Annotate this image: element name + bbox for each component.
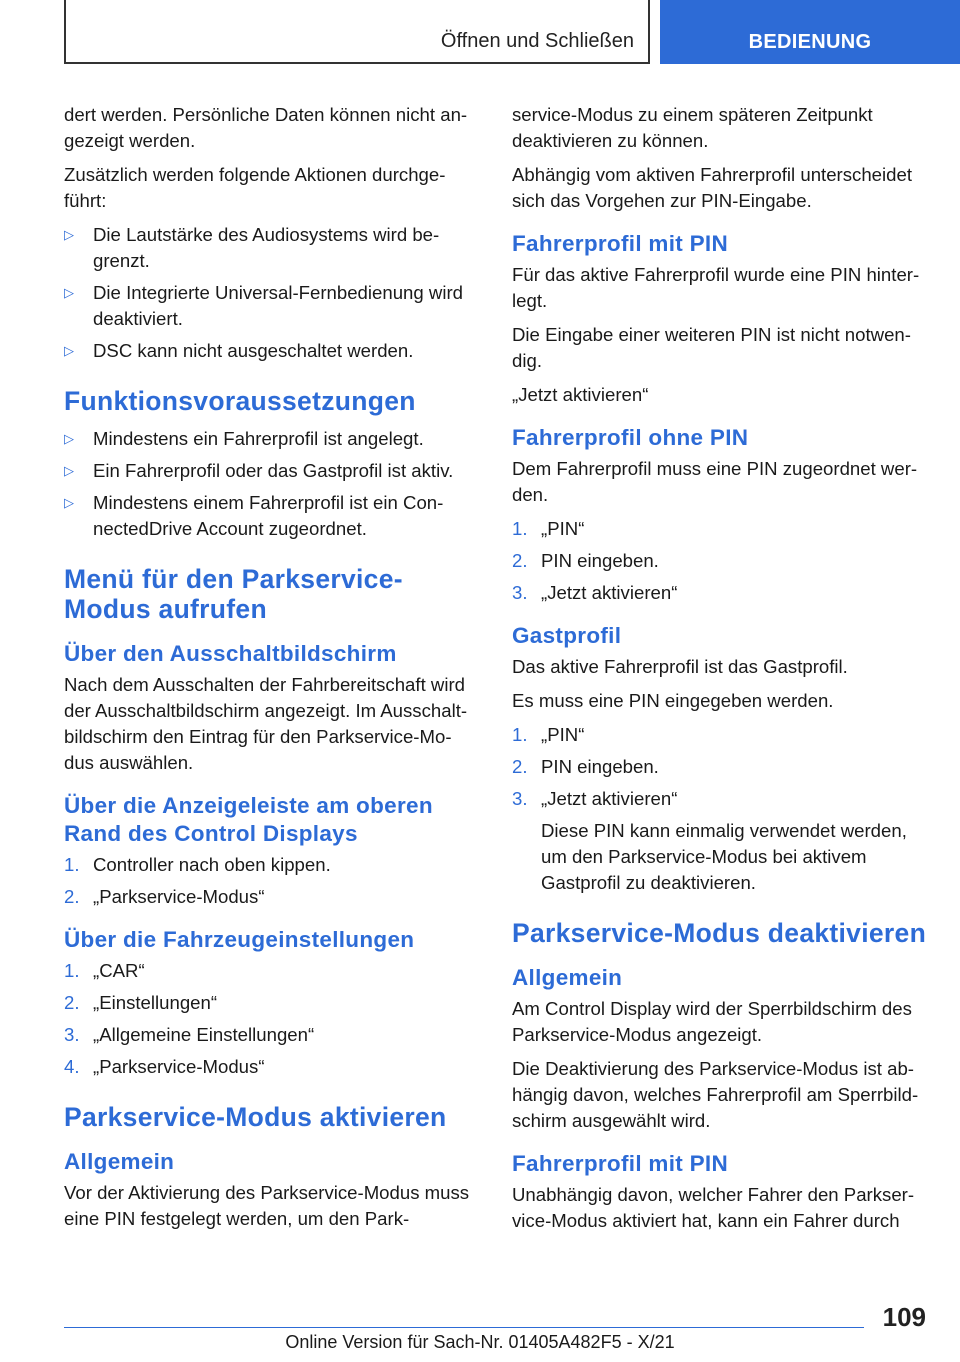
heading-gastprofil: Gastprofil bbox=[512, 623, 622, 648]
left-column bbox=[64, 102, 480, 1240]
step-number: 3. bbox=[512, 582, 528, 603]
numbered-list bbox=[512, 722, 928, 812]
heading-fahrzeugeinstellungen: Über die Fahrzeugeinstellungen bbox=[64, 927, 415, 952]
heading-funktionsvoraussetzungen: Funktionsvoraussetzungen bbox=[64, 386, 416, 416]
list-item: ▷ DSC kann nicht ausgeschaltet werden. bbox=[64, 338, 480, 364]
heading-fahrerprofil-mit-pin: Fahrerprofil mit PIN bbox=[512, 231, 729, 256]
heading-menu-aufrufen: Menü für den Parkservice-Modus aufrufen bbox=[64, 564, 403, 624]
paragraph: Unabhängig davon, welcher Fahrer den Parkser-vice-Modus aktiviert hat, kann ein Fahrer durch bbox=[512, 1184, 915, 1231]
header-frame bbox=[64, 0, 650, 64]
triangle-right-icon: ▷ bbox=[64, 343, 74, 358]
list-item: ▷ Die Integrierte Universal-Fernbedienung wird deaktiviert. bbox=[64, 280, 480, 332]
step-note: Diese PIN kann einmalig verwendet werden, um den Parkservice-Modus bei aktivem Gastprofil zu deaktivieren. bbox=[541, 820, 907, 893]
paragraph: Vor der Aktivierung des Parkservice-Modus muss eine PIN festgelegt werden, um den Park- bbox=[64, 1182, 470, 1229]
list-item: ▷ Mindestens einem Fahrerprofil ist ein Con-nectedDrive Account zugeordnet. bbox=[64, 490, 480, 542]
paragraph: Am Control Display wird der Sperrbildschirm des Parkservice-Modus angezeigt. bbox=[512, 998, 912, 1045]
paragraph: Dem Fahrerprofil muss eine PIN zugeordnet wer-den. bbox=[512, 458, 918, 505]
triangle-right-icon: ▷ bbox=[64, 495, 74, 510]
heading-anzeigeleiste: Über die Anzeigeleiste am oberen Rand des Control Displays bbox=[64, 793, 433, 846]
triangle-right-icon: ▷ bbox=[64, 227, 74, 242]
heading-deaktivieren: Parkservice-Modus deaktivieren bbox=[512, 918, 927, 948]
step-number: 2. bbox=[64, 886, 80, 907]
paragraph: Nach dem Ausschalten der Fahrbereitschaft wird der Ausschaltbildschirm angezeigt. Im Ausschalt-bildschirm den Eintrag für den Parkservice-Mo-dus auswählen. bbox=[64, 674, 468, 773]
paragraph: dert werden. Persönliche Daten können nicht an-gezeigt werden. bbox=[64, 104, 468, 151]
list-item: 1. „PIN“ bbox=[512, 722, 928, 748]
heading-ausschaltbildschirm: Über den Ausschaltbildschirm bbox=[64, 641, 397, 666]
step-number: 1. bbox=[64, 960, 80, 981]
step-number: 1. bbox=[64, 854, 80, 875]
step-number: 4. bbox=[64, 1056, 80, 1077]
list-item: 1. „CAR“ bbox=[64, 958, 480, 984]
bullet-list bbox=[64, 222, 480, 364]
list-item: 2. PIN eingeben. bbox=[512, 754, 928, 780]
step-number: 2. bbox=[512, 550, 528, 571]
paragraph: Die Deaktivierung des Parkservice-Modus ist ab-hängig davon, welches Fahrerprofil am Sperrbild-schirm ausgewählt wird. bbox=[512, 1058, 919, 1131]
step-number: 2. bbox=[512, 756, 528, 777]
list-item: ▷ Mindestens ein Fahrerprofil ist angelegt. bbox=[64, 426, 480, 452]
page-number: 109 bbox=[882, 1302, 926, 1332]
paragraph: Die Eingabe einer weiteren PIN ist nicht notwen-dig. bbox=[512, 324, 911, 371]
list-item: 2. „Parkservice-Modus“ bbox=[64, 884, 480, 910]
numbered-list bbox=[64, 852, 480, 910]
bullet-list bbox=[64, 426, 480, 542]
numbered-list bbox=[64, 958, 480, 1080]
paragraph: Das aktive Fahrerprofil ist das Gastprofil. bbox=[512, 656, 848, 677]
triangle-right-icon: ▷ bbox=[64, 285, 74, 300]
heading-allgemein: Allgemein bbox=[64, 1149, 175, 1174]
list-item: ▷ Die Lautstärke des Audiosystems wird be-grenzt. bbox=[64, 222, 480, 274]
heading-allgemein: Allgemein bbox=[512, 965, 623, 990]
step-number: 1. bbox=[512, 518, 528, 539]
numbered-list bbox=[512, 516, 928, 606]
step-number: 1. bbox=[512, 724, 528, 745]
paragraph: service-Modus zu einem späteren Zeitpunkt deaktivieren zu können. bbox=[512, 104, 873, 151]
list-item: 1. „PIN“ bbox=[512, 516, 928, 542]
paragraph: Für das aktive Fahrerprofil wurde eine PIN hinter-legt. bbox=[512, 264, 920, 311]
paragraph: Abhängig vom aktiven Fahrerprofil unterscheidet sich das Vorgehen zur PIN-Eingabe. bbox=[512, 164, 912, 211]
list-item: 3. „Jetzt aktivieren“ bbox=[512, 786, 928, 812]
list-item: 4. „Parkservice-Modus“ bbox=[64, 1054, 480, 1080]
heading-fahrerprofil-ohne-pin: Fahrerprofil ohne PIN bbox=[512, 425, 749, 450]
step-number: 3. bbox=[64, 1024, 80, 1045]
right-column bbox=[512, 102, 928, 1242]
step-number: 3. bbox=[512, 788, 528, 809]
triangle-right-icon: ▷ bbox=[64, 431, 74, 446]
paragraph: „Jetzt aktivieren“ bbox=[512, 384, 649, 405]
list-item: 3. „Allgemeine Einstellungen“ bbox=[64, 1022, 480, 1048]
section-title: Öffnen und Schließen bbox=[440, 30, 634, 52]
tab-bedienung[interactable]: BEDIENUNG bbox=[660, 0, 960, 64]
list-item: ▷ Ein Fahrerprofil oder das Gastprofil ist aktiv. bbox=[64, 458, 480, 484]
footer-divider bbox=[64, 1327, 864, 1328]
paragraph: Zusätzlich werden folgende Aktionen durchge-führt: bbox=[64, 164, 446, 211]
step-number: 2. bbox=[64, 992, 80, 1013]
paragraph: Es muss eine PIN eingegeben werden. bbox=[512, 690, 834, 711]
heading-fahrerprofil-mit-pin: Fahrerprofil mit PIN bbox=[512, 1151, 729, 1176]
list-item: 2. „Einstellungen“ bbox=[64, 990, 480, 1016]
list-item: 3. „Jetzt aktivieren“ bbox=[512, 580, 928, 606]
footer-text: Online Version für Sach-Nr. 01405A482F5 - X/21 bbox=[285, 1332, 675, 1352]
list-item: 1. Controller nach oben kippen. bbox=[64, 852, 480, 878]
triangle-right-icon: ▷ bbox=[64, 463, 74, 478]
list-item: 2. PIN eingeben. bbox=[512, 548, 928, 574]
heading-aktivieren: Parkservice-Modus aktivieren bbox=[64, 1102, 447, 1132]
